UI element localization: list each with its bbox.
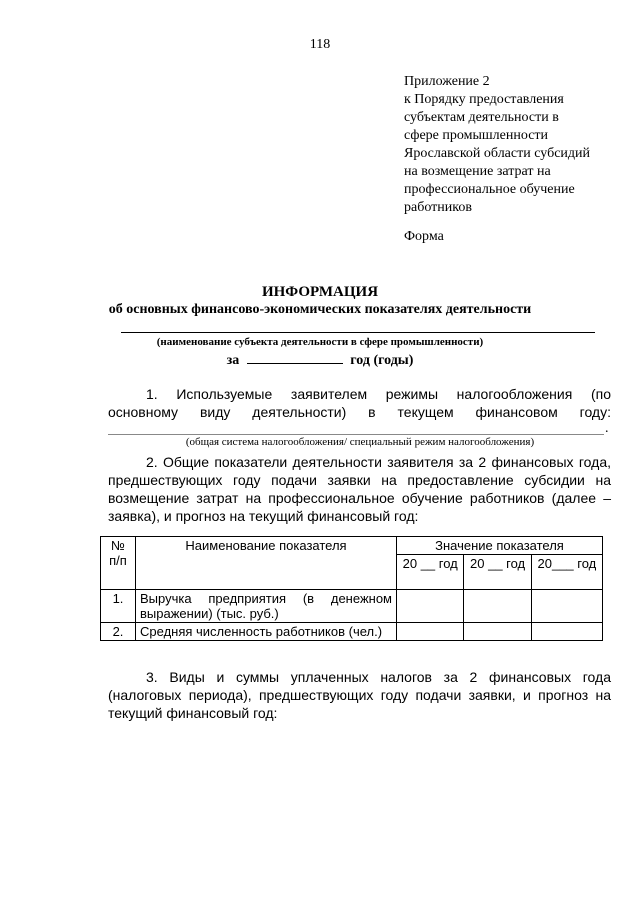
section-1-text: 1. Используемые заявителем режимы налогообложения (по основному виду деятельности) в текущем финансовом году: [108,386,611,420]
period-prefix: за [226,353,240,368]
col-name-header: Наименование показателя [136,537,397,590]
page-number: 118 [309,37,331,52]
row-number: 2. [101,623,136,641]
appendix-line: профессиональное обучение [404,182,575,197]
end-mark: . [605,421,609,436]
value-cell [464,623,531,641]
period-line [0,351,640,369]
tax-regime-caption: (общая система налогообложения/ специальный режим налогообложения) [185,436,535,448]
value-cell [464,590,531,623]
appendix-line: Приложение 2 [404,74,490,89]
appendix-line: Ярославской области субсидий [404,146,591,161]
col-number-header: № п/п [101,537,136,590]
entity-name-line [121,332,595,333]
row-name: Выручка предприятия (в денежном выражении) (тыс. руб.) [136,590,397,623]
row-name: Средняя численность работников (чел.) [136,623,397,641]
form-label: Форма [404,229,444,244]
appendix-line: сфере промышленности [404,128,549,143]
tax-regime-line [108,434,604,435]
section-2 [108,453,611,525]
section-3 [108,668,611,722]
document-subtitle: об основных финансово-экономических показателях деятельности [108,302,532,317]
value-cell [397,623,464,641]
year-header: 20___ год [531,555,602,590]
appendix-line: на возмещение затрат на [404,164,551,179]
section-1 [108,385,611,439]
indicators-table [100,536,603,641]
document-title: ИНФОРМАЦИЯ [261,284,379,300]
year-header: 20 __ год [464,555,531,590]
appendix-block [404,73,624,217]
year-header: 20 __ год [397,555,464,590]
value-cell [397,590,464,623]
entity-caption: (наименование субъекта деятельности в сфере промышленности) [156,336,484,348]
table-row [101,590,603,623]
col-values-header: Значение показателя [397,537,603,555]
appendix-line: работников [404,200,472,215]
appendix-line: субъектам деятельности в [404,110,559,125]
value-cell [531,590,602,623]
table-row [101,623,603,641]
section-3-text: 3. Виды и суммы уплаченных налогов за 2 финансовых года (налоговых периода), предшествующих году подачи заявки, и прогноз на текущий финансовый год: [108,669,611,721]
appendix-line: к Порядку предоставления [404,92,564,107]
row-number: 1. [101,590,136,623]
value-cell [531,623,602,641]
section-2-text: 2. Общие показатели деятельности заявителя за 2 финансовых года, предшествующих году подачи заявки на предоставление субсидии на возмещение затрат на профессиональное обучение работников (далее – заявка), и прогноз на текущий финансовый год: [108,454,611,524]
period-suffix: год (годы) [350,353,414,368]
period-blank [247,351,343,364]
